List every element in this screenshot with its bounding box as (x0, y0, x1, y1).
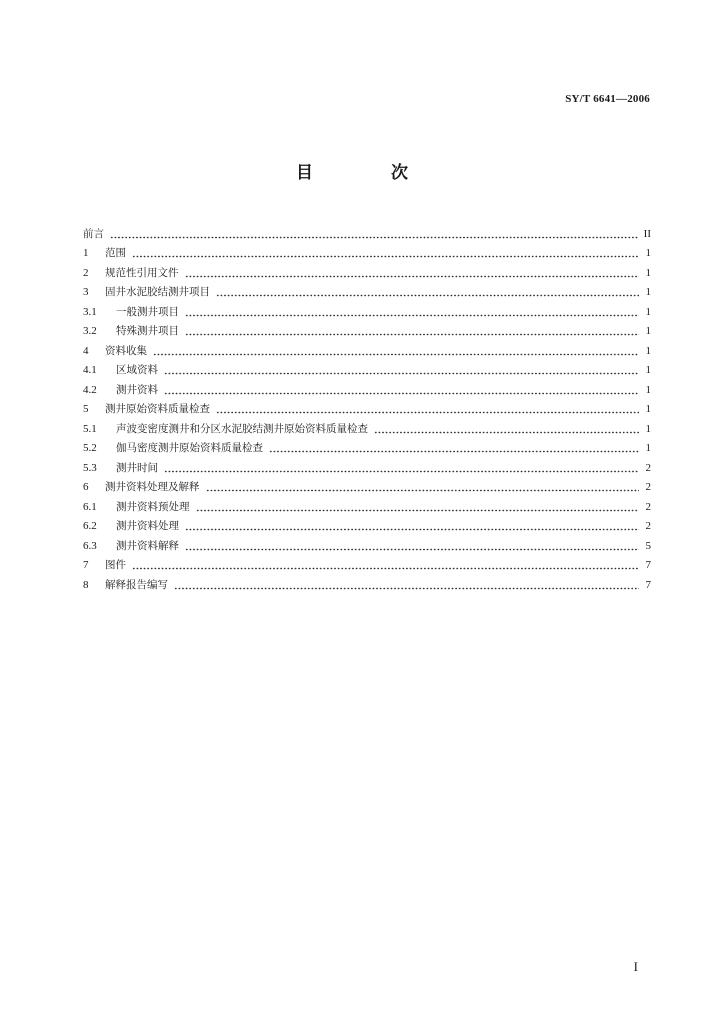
toc-entry[interactable] (83, 514, 651, 534)
toc-entry-page: 2 (645, 520, 651, 532)
toc-entry-page: 1 (645, 403, 651, 415)
toc-leader-dots (374, 431, 639, 434)
toc-entry[interactable] (83, 572, 651, 592)
toc-entry[interactable] (83, 280, 651, 300)
toc-leader-dots (185, 333, 639, 336)
toc-entry-page: II (643, 227, 651, 240)
toc-entry-number: 6.2 (83, 520, 97, 532)
toc-entry-number: 8 (83, 578, 89, 591)
toc-leader-dots (269, 450, 639, 453)
toc-entry-number: 6.1 (83, 500, 97, 513)
toc-entry[interactable] (83, 377, 651, 397)
page-title: 目 次 (296, 163, 444, 183)
toc-leader-dots (153, 353, 639, 356)
toc-leader-dots (164, 470, 639, 473)
toc-entry[interactable] (83, 436, 651, 456)
toc-entry-label: 测井时间 (116, 461, 158, 474)
toc-entry-number: 6 (83, 481, 89, 493)
toc-entry-page: 7 (645, 578, 651, 591)
toc-entry-label: 测井资料处理及解释 (105, 481, 200, 493)
toc-entry-page: 1 (645, 286, 651, 298)
toc-leader-dots (174, 587, 639, 590)
table-of-contents (83, 221, 651, 592)
toc-entry-label: 前言 (83, 227, 104, 240)
toc-entry[interactable] (83, 533, 651, 553)
toc-leader-dots (185, 548, 639, 551)
toc-entry-number: 4.2 (83, 383, 97, 396)
toc-entry-label: 测井资料 (116, 383, 158, 396)
toc-entry-page: 1 (645, 325, 651, 337)
toc-leader-dots (206, 489, 640, 492)
toc-entry[interactable] (83, 494, 651, 514)
toc-entry[interactable] (83, 299, 651, 319)
toc-leader-dots (110, 236, 639, 239)
toc-entry[interactable] (83, 455, 651, 475)
toc-entry-number: 4 (83, 344, 89, 357)
toc-entry-label: 图件 (105, 559, 126, 571)
toc-entry-page: 1 (645, 305, 651, 318)
toc-leader-dots (132, 567, 639, 570)
toc-entry-number: 3.1 (83, 305, 97, 318)
toc-leader-dots (185, 275, 640, 278)
toc-leader-dots (185, 528, 639, 531)
toc-entry[interactable] (83, 241, 651, 261)
toc-entry[interactable] (83, 319, 651, 339)
toc-entry-label: 伽马密度测井原始资料质量检查 (116, 442, 263, 454)
toc-entry-number: 1 (83, 247, 89, 259)
toc-entry-page: 2 (645, 481, 651, 493)
toc-entry[interactable] (83, 260, 651, 280)
toc-entry-page: 7 (645, 559, 651, 571)
toc-leader-dots (185, 314, 639, 317)
toc-entry-page: 1 (645, 364, 651, 376)
toc-entry[interactable] (83, 397, 651, 417)
toc-entry-label: 解释报告编写 (105, 578, 168, 591)
toc-entry-label: 特殊测井项目 (116, 325, 179, 337)
toc-entry[interactable] (83, 338, 651, 358)
toc-leader-dots (216, 294, 639, 297)
toc-entry-label: 固井水泥胶结测井项目 (105, 286, 210, 298)
toc-entry-label: 测井资料处理 (116, 520, 179, 532)
toc-entry-number: 4.1 (83, 364, 97, 376)
toc-entry-number: 7 (83, 559, 89, 571)
toc-entry-number: 5 (83, 403, 89, 415)
toc-entry-page: 1 (645, 422, 651, 435)
toc-entry-page: 5 (645, 539, 651, 552)
toc-entry-page: 1 (645, 247, 651, 259)
toc-entry-page: 1 (645, 383, 651, 396)
toc-entry-label: 测井资料预处理 (116, 500, 190, 513)
toc-entry-label: 测井原始资料质量检查 (105, 403, 210, 415)
toc-entry[interactable] (83, 221, 651, 241)
toc-entry[interactable] (83, 358, 651, 378)
toc-entry-label: 测井资料解释 (116, 539, 179, 552)
toc-leader-dots (132, 255, 639, 258)
toc-leader-dots (164, 372, 639, 375)
toc-entry-page: 2 (645, 500, 651, 513)
toc-entry-number: 5.3 (83, 461, 97, 474)
toc-entry[interactable] (83, 475, 651, 495)
toc-entry-label: 范围 (105, 247, 126, 259)
page-number: I (633, 959, 638, 974)
toc-entry-number: 2 (83, 266, 89, 279)
toc-entry[interactable] (83, 553, 651, 573)
toc-entry-label: 区域资料 (116, 364, 158, 376)
toc-entry-label: 资料收集 (105, 344, 147, 357)
toc-entry[interactable] (83, 416, 651, 436)
toc-entry-page: 1 (645, 266, 651, 279)
toc-leader-dots (216, 411, 639, 414)
toc-leader-dots (164, 392, 639, 395)
toc-entry-page: 1 (645, 442, 651, 454)
toc-entry-number: 5.2 (83, 442, 97, 454)
toc-entry-label: 声波变密度测井和分区水泥胶结测井原始资料质量检查 (116, 422, 368, 435)
toc-entry-page: 2 (645, 461, 651, 474)
toc-leader-dots (196, 509, 640, 512)
toc-entry-number: 6.3 (83, 539, 97, 552)
toc-entry-label: 规范性引用文件 (105, 266, 179, 279)
toc-entry-number: 3.2 (83, 325, 97, 337)
toc-entry-label: 一般测井项目 (116, 305, 179, 318)
toc-entry-number: 5.1 (83, 422, 97, 435)
standard-code: SY/T 6641—2006 (565, 93, 650, 105)
toc-entry-page: 1 (645, 344, 651, 357)
toc-entry-number: 3 (83, 286, 89, 298)
